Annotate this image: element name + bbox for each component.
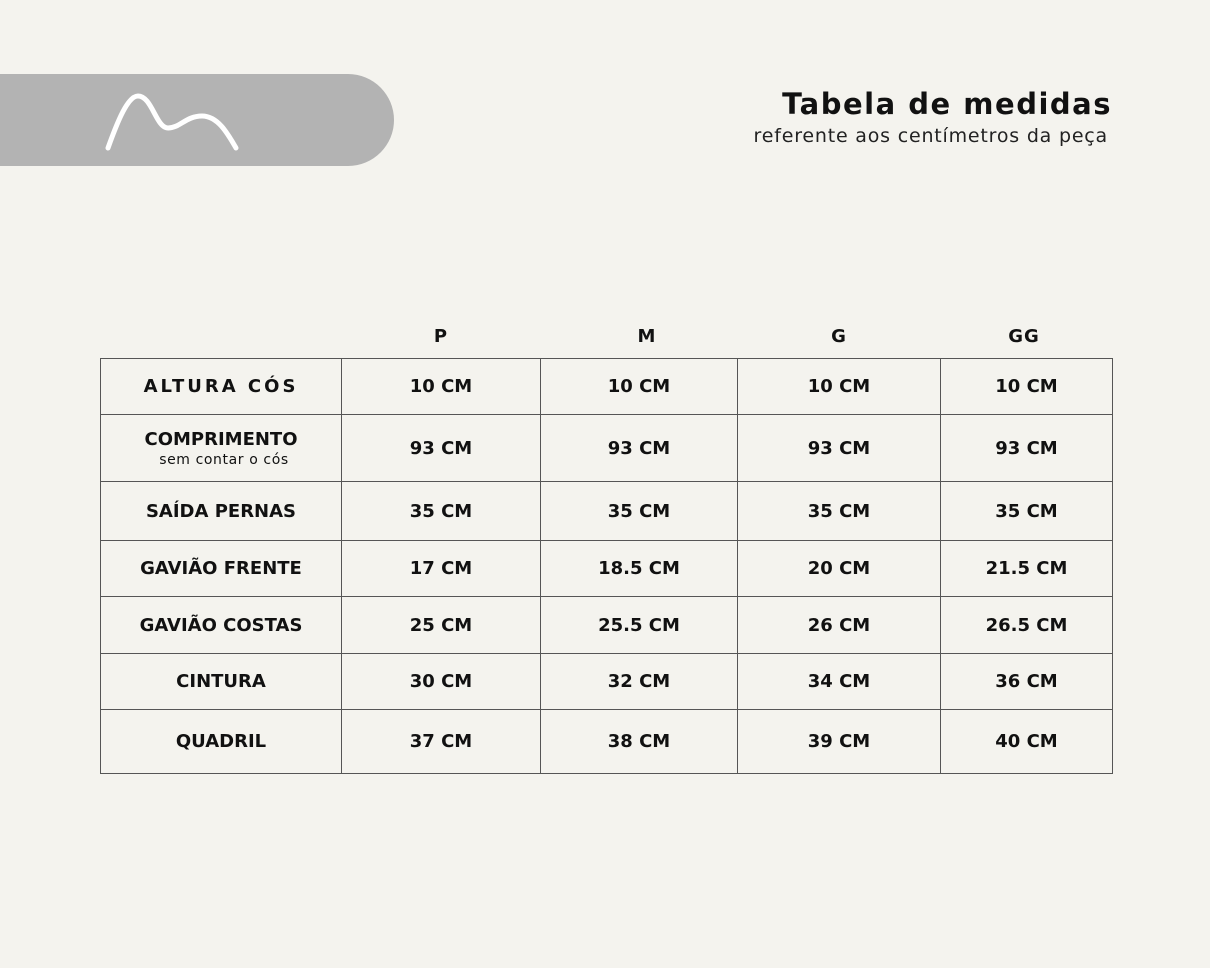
table-cell: 36 CM bbox=[941, 654, 1113, 710]
row-label-altura-cos: ALTURA CÓS bbox=[101, 359, 342, 415]
measurements-table bbox=[100, 358, 1113, 774]
table-cell: 39 CM bbox=[738, 710, 941, 774]
table-cell: 30 CM bbox=[342, 654, 541, 710]
table-cell: 10 CM bbox=[342, 359, 541, 415]
table-cell: 10 CM bbox=[738, 359, 941, 415]
table-row bbox=[101, 654, 1113, 710]
table-cell: 37 CM bbox=[342, 710, 541, 774]
table-cell: 38 CM bbox=[541, 710, 738, 774]
table-row bbox=[101, 597, 1113, 654]
table-cell: 40 CM bbox=[941, 710, 1113, 774]
size-header-m: M bbox=[637, 326, 657, 347]
table-cell: 17 CM bbox=[342, 541, 541, 597]
page-title: Tabela de medidas bbox=[782, 87, 1112, 121]
table-cell: 10 CM bbox=[541, 359, 738, 415]
table-cell: 35 CM bbox=[941, 482, 1113, 541]
table-cell: 25.5 CM bbox=[541, 597, 738, 654]
size-header-g: G bbox=[831, 326, 847, 347]
table-cell: 35 CM bbox=[541, 482, 738, 541]
row-label-gaviao-frente: GAVIÃO FRENTE bbox=[101, 541, 342, 597]
table-cell: 93 CM bbox=[941, 415, 1113, 482]
title-block bbox=[754, 86, 1112, 150]
table-cell: 32 CM bbox=[541, 654, 738, 710]
table-row bbox=[101, 415, 1113, 482]
size-header-p: P bbox=[433, 326, 449, 347]
row-label-cintura: CINTURA bbox=[101, 654, 342, 710]
size-header-gg: GG bbox=[1008, 326, 1040, 347]
row-label-gaviao-costas: GAVIÃO COSTAS bbox=[101, 597, 342, 654]
logo-banner bbox=[0, 74, 394, 166]
table-cell: 93 CM bbox=[342, 415, 541, 482]
table-cell: 10 CM bbox=[941, 359, 1113, 415]
row-label-saida-pernas: SAÍDA PERNAS bbox=[101, 482, 342, 541]
table-cell: 35 CM bbox=[738, 482, 941, 541]
table-cell: 26.5 CM bbox=[941, 597, 1113, 654]
table-cell: 35 CM bbox=[342, 482, 541, 541]
table-cell: 26 CM bbox=[738, 597, 941, 654]
table-cell: 34 CM bbox=[738, 654, 941, 710]
table-cell: 93 CM bbox=[738, 415, 941, 482]
row-label-quadril: QUADRIL bbox=[101, 710, 342, 774]
table-cell: 18.5 CM bbox=[541, 541, 738, 597]
row-sublabel-comprimento: sem contar o cós bbox=[159, 451, 289, 468]
table-row bbox=[101, 359, 1113, 415]
table-row bbox=[101, 541, 1113, 597]
table-row bbox=[101, 482, 1113, 541]
wave-m-logo-icon bbox=[100, 90, 250, 154]
row-label-comprimento bbox=[101, 415, 342, 482]
table-row bbox=[101, 710, 1113, 774]
table-cell: 93 CM bbox=[541, 415, 738, 482]
row-label-comprimento-text: COMPRIMENTO bbox=[144, 428, 298, 450]
table-cell: 20 CM bbox=[738, 541, 941, 597]
page-subtitle: referente aos centímetros da peça bbox=[753, 125, 1108, 147]
table-cell: 25 CM bbox=[342, 597, 541, 654]
table-cell: 21.5 CM bbox=[941, 541, 1113, 597]
